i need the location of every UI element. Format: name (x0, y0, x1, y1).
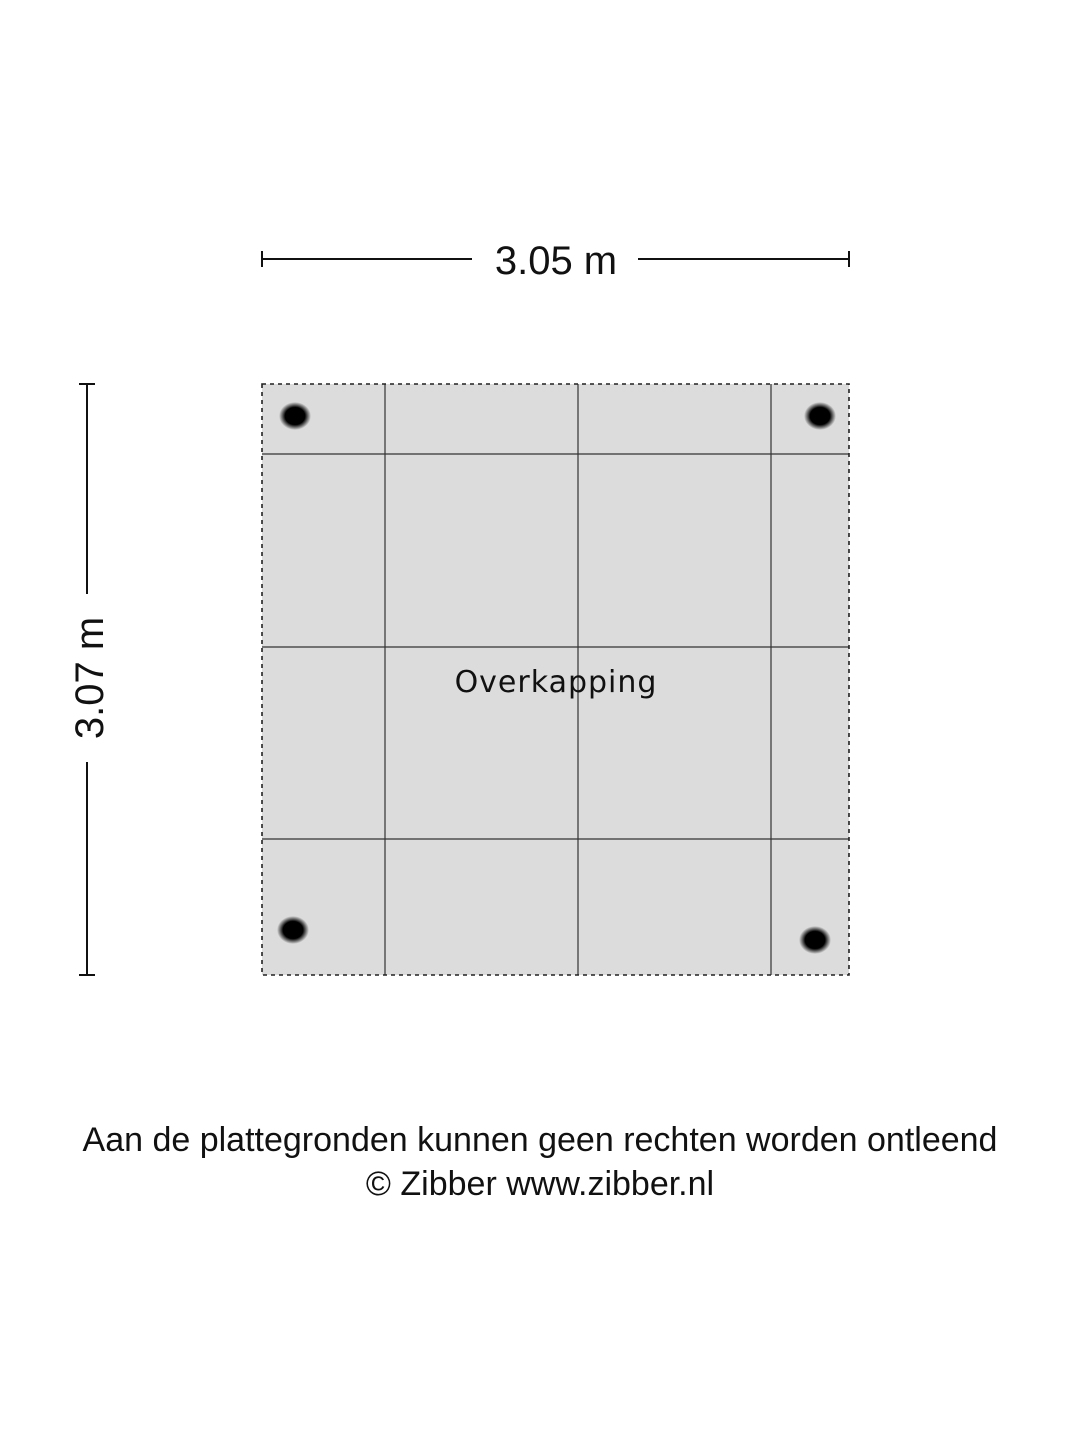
depth-dimension (68, 384, 112, 975)
post-bottom-right (799, 926, 831, 954)
post-top-right (804, 402, 836, 430)
room-label: Overkapping (454, 665, 658, 700)
copyright-text: © Zibber www.zibber.nl (365, 1165, 715, 1203)
room-overkapping (262, 384, 849, 975)
post-top-left (279, 402, 311, 430)
depth-dimension-label: 3.07 m (68, 616, 112, 740)
width-dimension (262, 239, 849, 283)
disclaimer-text: Aan de plattegronden kunnen geen rechten worden ontleend (82, 1121, 998, 1159)
width-dimension-label: 3.05 m (494, 239, 618, 283)
post-bottom-left (277, 916, 309, 944)
